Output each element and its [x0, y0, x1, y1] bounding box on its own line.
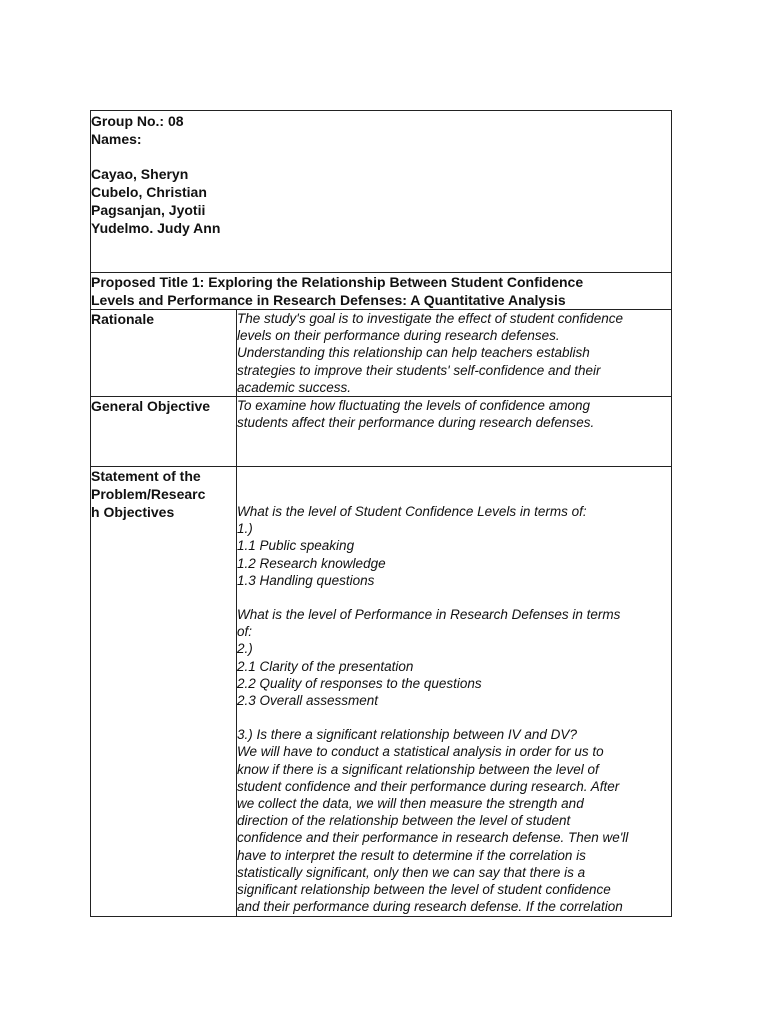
- rationale-label: Rationale: [91, 310, 237, 397]
- q3-body-line: know if there is a significant relationship between the level of: [237, 761, 599, 777]
- group-cell: [91, 111, 672, 273]
- problem-row: [91, 467, 672, 917]
- q1-item: 1.1 Public speaking: [237, 538, 355, 554]
- q2-intro: What is the level of Performance in Research Defenses in terms: [237, 607, 621, 623]
- title-cell: [91, 273, 672, 310]
- rationale-line: The study's goal is to investigate the effect of student confidence: [237, 311, 624, 326]
- member-name: Pagsanjan, Jyotii: [91, 202, 206, 218]
- q1-number: 1.): [237, 521, 253, 537]
- group-row: [91, 111, 672, 273]
- rationale-line: strategies to improve their students' self-confidence and their: [237, 362, 601, 378]
- q3-body-line: significant relationship between the level of student confidence: [237, 882, 611, 898]
- objective-line: students affect their performance during research defenses.: [237, 415, 595, 431]
- q3-body-line: and their performance during research defense. If the correlation: [237, 899, 623, 915]
- q3-body-line: statistically significant, only then we can say that there is a: [237, 864, 586, 880]
- q2-item: 2.3 Overall assessment: [237, 693, 379, 709]
- q1-item: 1.3 Handling questions: [237, 572, 375, 588]
- objective-label: General Objective: [91, 397, 237, 467]
- rationale-line: academic success.: [237, 379, 352, 395]
- proposal-table: [90, 110, 672, 917]
- proposed-title-line: Proposed Title 1: Exploring the Relationship Between Student Confidence: [91, 274, 584, 290]
- problem-label-line: h Objectives: [91, 504, 175, 521]
- member-name: Yudelmo. Judy Ann: [91, 220, 221, 236]
- q3-question: 3.) Is there a significant relationship between IV and DV?: [237, 727, 577, 743]
- q3-body-line: student confidence and their performance during research. After: [237, 778, 620, 794]
- problem-label-line: Statement of the: [91, 468, 201, 485]
- member-name: Cubelo, Christian: [91, 184, 207, 200]
- q3-body-line: have to interpret the result to determine if the correlation is: [237, 847, 586, 863]
- q3-body-line: direction of the relationship between the level of student: [237, 813, 571, 829]
- names-label: Names:: [91, 131, 142, 147]
- q1-intro: What is the level of Student Confidence Levels in terms of:: [237, 504, 587, 520]
- q2-item: 2.2 Quality of responses to the questions: [237, 675, 482, 691]
- q2-number: 2.): [237, 641, 253, 657]
- member-name: Cayao, Sheryn: [91, 166, 189, 182]
- problem-label-line: Problem/Researc: [91, 486, 206, 503]
- objective-text: [237, 397, 672, 467]
- rationale-line: Understanding this relationship can help teachers establish: [237, 345, 590, 361]
- q3-body-line: We will have to conduct a statistical analysis in order for us to: [237, 744, 604, 760]
- group-number: Group No.: 08: [91, 113, 184, 129]
- q2-item: 2.1 Clarity of the presentation: [237, 658, 414, 674]
- objective-line: To examine how fluctuating the levels of confidence among: [237, 398, 590, 414]
- q2-intro: of:: [237, 624, 253, 640]
- problem-text: [237, 467, 672, 917]
- rationale-line: levels on their performance during research defenses.: [237, 328, 560, 344]
- problem-label: [91, 467, 237, 917]
- proposed-title-line: Levels and Performance in Research Defenses: A Quantitative Analysis: [91, 292, 566, 308]
- objective-row: [91, 397, 672, 467]
- title-row: [91, 273, 672, 310]
- q3-body-line: we collect the data, we will then measure the strength and: [237, 796, 584, 812]
- q3-body-line: confidence and their performance in research defense. Then we'll: [237, 830, 629, 846]
- q1-item: 1.2 Research knowledge: [237, 555, 386, 571]
- rationale-text: [237, 310, 672, 397]
- rationale-row: [91, 310, 672, 397]
